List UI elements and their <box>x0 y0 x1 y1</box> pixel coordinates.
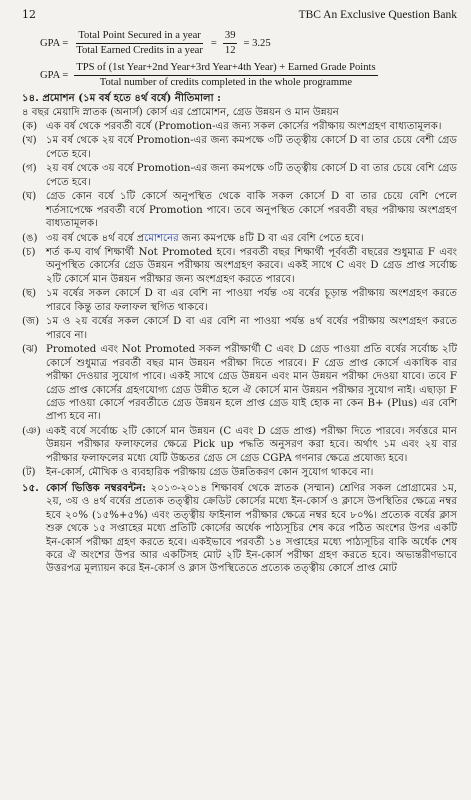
section-text: ২০১৩-২০১৪ শিক্ষাবর্ষ থেকে স্নাতক (সম্মান) শ্রেণির সকল প্রোগ্রামের ১ম, ২য়, ৩য় ও ৪র্থ বর্ষের প্রত্যেক তত্ত্বীয় ক্রেডিট কোর্সের মধ্যে ইন-কোর্স ও ক্লাসে উপস্থিতির ক্ষেত্রে নম্বর হবে ২০% (১৫%+৫%) এবং তত্ত্বীয় ফাইনাল পরীক্ষার ক্ষেত্রে নম্বর হবে ৮০%। প্রত্যেক বর্ষের ক্লাস শুরু থেকে ১৫ সপ্তাহের মধ্যে প্রতিটি কোর্সের অর্ধেক পাঠ্যসূচির শেষ করে পঠিত অংশের উপর একটি ইন-কোর্স পরীক্ষা গ্রহণ করতে হবে। একইভাবে পরবর্তী ১৪ সপ্তাহের মধ্যে পাঠ্যসূচির বাকি অর্ধেক শেষ করে ঐ অংশের উপর আর একটিসহ মোট ২টি ইন-কোর্স পরীক্ষা গ্রহণ করতে হবে। অভ্যন্তরীণভাবে উত্তরপত্র মূল্যায়ন করে ইন-কোর্স ও ক্লাস উপস্থিতেতে প্রত্যেক তত্ত্বীয় কোর্সে প্রাপ্ত মোট <box>46 482 457 575</box>
item-text: Promoted এবং Not Promoted সকল পরীক্ষার্থী C এবং D গ্রেড পাওয়া প্রতি বর্ষের সর্বোচ্চ ২টি কোর্সে শুধুমাত্র পরবর্তী বছর মান উন্নয়ন পরীক্ষা দিতে পারবে। F গ্রেড প্রাপ্ত কোর্সে একাধিক বার পরীক্ষা দেওয়ার সুযোগ পাবে। একই সাথে গ্রেড উন্নয়ন এবং মান উন্নয়ন পরীক্ষা দেওয়া যাবে। তবে F গ্রেড প্রাপ্ত কোর্সের গ্রহণযোগ্য গ্রেড উন্নীত হলে ঐ কোর্সে মান উন্নয়ন পরীক্ষার সুযোগ নাই। এছাড়া F গ্রেড পাওয়া কোর্সে পরবর্তীতে গ্রেড উন্নয়ন হলে প্রাপ্ত গ্রেড যাই হোক না কেন B+ (Plus) এর বেশি প্রাপ্য হবে না। <box>46 344 457 423</box>
equals-sign: = <box>210 37 217 49</box>
section-15 <box>22 482 457 576</box>
item-marker: (ক) <box>22 120 38 132</box>
item-text: ১ম বর্ষের সকল কোর্সে D বা এর বেশি না পাওয়া পর্যন্ত ৩য় বর্ষের চূড়ান্ত পরীক্ষায় অংশগ্রহণ করতে পারবে কিন্তু তার ফলাফল স্থগিত থাকবে। <box>46 288 457 313</box>
fraction-denominator: Total Earned Credits in a year <box>76 45 203 57</box>
item-text: শর্ত ক-ঘ বার্থ শিক্ষার্থী Not Promoted হবে। পরবর্তী বছর শিক্ষার্থী পূর্ববর্তী বছরের শুধুমাত্র F এবং অনুপস্থিত কোর্সের গ্রেড উন্নয়ন পরীক্ষায় অংশগ্রহণ করবে। একই সাথে C এবং D গ্রেড প্রাপ্ত সর্বোচ্চ ২টি কোর্সে মান উন্নয়ন পরীক্ষার জন্য অংশগ্রহণ করতে পারবে। <box>46 247 457 285</box>
list-item <box>22 315 457 342</box>
section-body <box>46 482 457 576</box>
gpa-label: GPA = <box>40 69 69 81</box>
item-marker: (ট) <box>22 467 36 479</box>
fraction-numerator: TPS of (1st Year+2nd Year+3rd Year+4th Year) + Earned Grade Points <box>74 61 377 76</box>
item-text <box>46 232 457 245</box>
item-text: ১ম ও ২য় বর্ষের সকল কোর্সে D বা এর বেশি না পাওয়া পর্যন্ত ৪র্থ বর্ষের পরীক্ষায় অংশগ্রহণ করতে পারবে না। <box>46 316 457 341</box>
list-item <box>22 120 457 133</box>
item-marker: (ছ) <box>22 288 37 300</box>
item-marker: (ঞ) <box>22 425 41 437</box>
section-intro: ৪ বছর মেয়াদি স্নাতক (অনার্স) কোর্স এর প্রোমোশন, গ্রেড উন্নয়ন ও মান উন্নয়ন <box>22 106 339 118</box>
list-item <box>22 343 457 424</box>
book-title: TBC An Exclusive Question Bank <box>298 9 457 21</box>
list-item <box>22 466 457 479</box>
fraction-denominator: Total number of credits completed in the whole programme <box>99 77 353 89</box>
gpa-fraction <box>74 29 205 58</box>
item-marker: (ঘ) <box>22 191 37 203</box>
value-numerator: 39 <box>223 29 238 44</box>
page-number: 12 <box>22 8 36 21</box>
item-marker: (ঝ) <box>22 344 38 356</box>
item-text-part: ৩য় বর্ষ থেকে ৪র্থ বর্ষে প্র <box>46 232 145 244</box>
section-14 <box>22 92 457 480</box>
highlighted-text: মোশনের <box>144 232 179 244</box>
page-header <box>22 8 457 23</box>
list-item <box>22 425 457 465</box>
section-number: ১৫. <box>22 481 39 494</box>
section-title: ১৪. প্রমোশন (১ম বর্ষ হতে ৪র্থ বর্ষে) নীতিমালা : <box>22 92 221 105</box>
gpa-formula-programme <box>40 61 457 90</box>
item-text-part: জন্য কমপক্ষে ৪টি D বা এর বেশি পেতে হবে। <box>178 232 364 244</box>
value-fraction <box>223 29 238 58</box>
item-marker: (ঙ) <box>22 232 38 244</box>
list-item <box>22 246 457 286</box>
list-item <box>22 162 457 189</box>
gpa-result: = 3.25 <box>243 37 271 49</box>
item-marker: (খ) <box>22 135 37 147</box>
list-item <box>22 232 457 245</box>
item-text: ইন-কোর্স, মৌখিক ও ব্যবহারিক পরীক্ষায় গ্রেড উন্নতিকরণ কোন সুযোগ থাকবে না। <box>46 467 374 479</box>
item-text: একই বর্ষে সর্বোচ্চ ২টি কোর্সে মান উন্নয়ন (C এবং D গ্রেড প্রাপ্ত) পরীক্ষা দিতে পারবে। সর্বত্তরে মান উন্নয়ন পরীক্ষার ফলাফলের ক্ষেত্রে Pick up পদ্ধতি অনুসরণ করা হবে। অর্থাৎ ১ম এবং ২য় বার পরীক্ষার ফলাফলের মধ্যে যেটি উচ্চতর গ্রেড সে গ্রেড CGPA গণনার ক্ষেত্রে প্রযোজ্য হবে। <box>46 425 457 464</box>
section-title: কোর্স ভিত্তিক নম্বরবন্টন: <box>46 481 146 494</box>
list-item <box>22 134 457 161</box>
item-marker: (জ) <box>22 316 40 328</box>
fraction-numerator: Total Point Secured in a year <box>76 29 203 44</box>
list-item <box>22 287 457 314</box>
value-denominator: 12 <box>224 45 236 57</box>
item-text: ১ম বর্ষ থেকে ২য় বর্ষে Promotion-এর জন্য কমপক্ষে ৩টি তত্ত্বীয় কোর্সে D বা তার চেয়ে বেশী গ্রেড পেতে হবে। <box>46 135 457 160</box>
item-text: গ্রেড কোন বর্ষে ১টি কোর্সে অনুপস্থিত থেকে বাকি সকল কোর্সে D বা তার চেয়ে বেশি পেলে শর্তসাপেক্ষে পরবর্তী বর্ষে Promotion পাবে। তবে অনুপস্থিত কোর্সে পরবর্তী বছর পরীক্ষায় অংশগ্রহণ বাধ্যতামূলক। <box>46 191 457 230</box>
item-marker: (গ) <box>22 163 37 175</box>
item-marker: (চ) <box>22 247 36 259</box>
item-text: ২য় বর্ষ থেকে ৩য় বর্ষে Promotion-এর জন্য কমপক্ষে ৩টি তত্ত্বীয় কোর্সে D বা তার চেয়ে বেশি গ্রেড পেতে হবে। <box>46 163 457 188</box>
gpa-fraction <box>74 61 377 90</box>
item-text: এক বর্ষ থেকে পরবর্তী বর্ষে (Promotion-এর জন্য সকল কোর্সের পরীক্ষায় অংশগ্রহণ বাধ্যতামূলক। <box>46 120 442 132</box>
gpa-formula-yearly <box>40 29 457 58</box>
list-item <box>22 190 457 230</box>
gpa-label: GPA = <box>40 37 69 49</box>
